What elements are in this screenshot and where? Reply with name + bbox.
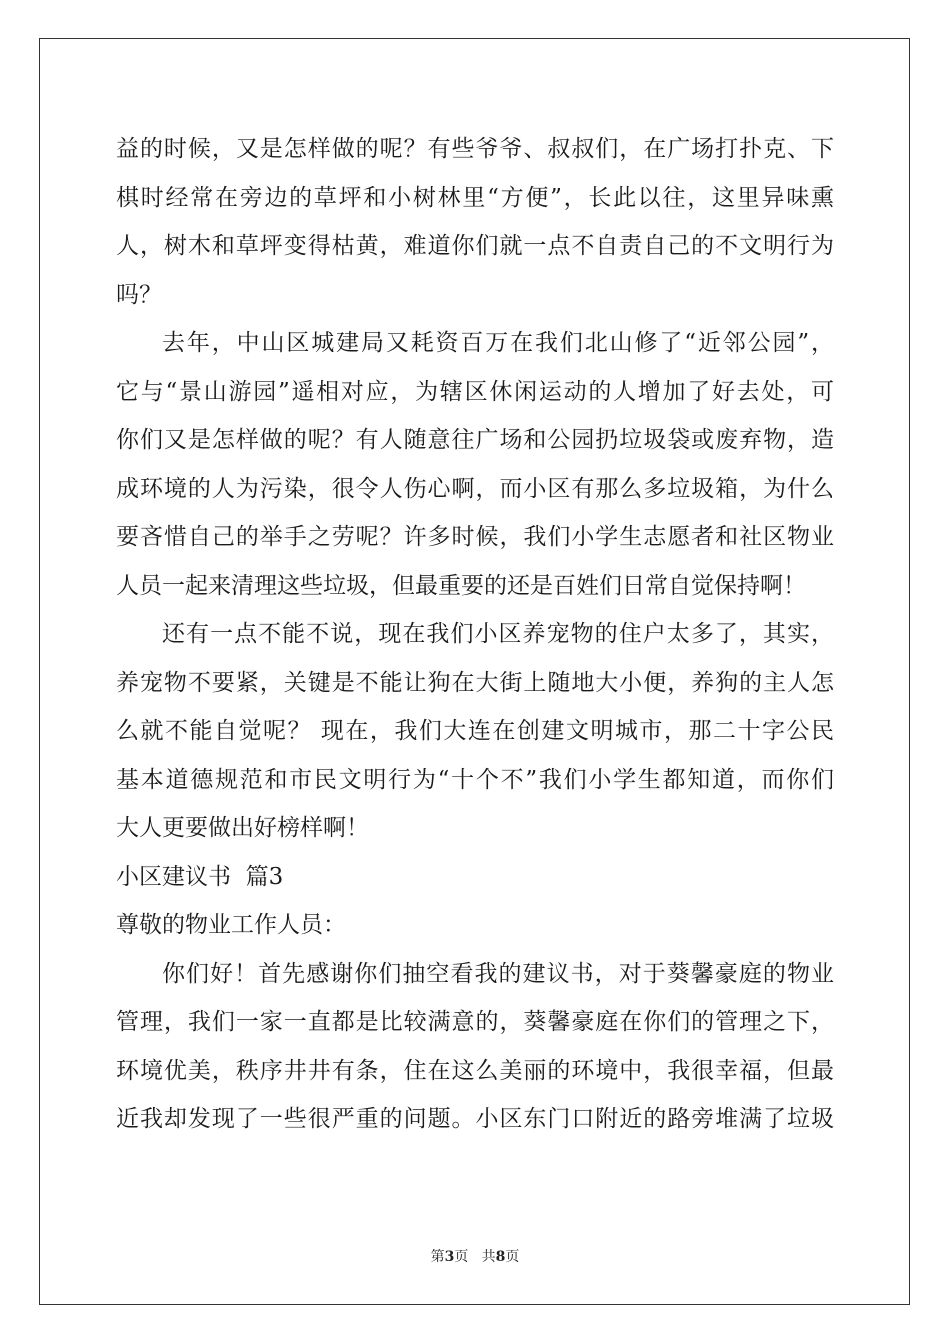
text-line: 人员一起来清理这些垃圾，但最重要的还是百姓们日常自觉保持啊！ (116, 572, 806, 599)
text-line: 近我却发现了一些很严重的问题。小区东门口附近的路旁堆满了垃圾 (116, 1106, 834, 1132)
document-body (116, 125, 834, 1144)
text-line: 棋时经常在旁边的草坪和小树林里“方便”，长此以往，这里异味熏 (116, 184, 834, 211)
text-line: 你们好！首先感谢你们抽空看我的建议书，对于葵馨豪庭的物业 (162, 960, 834, 987)
page-footer (0, 1246, 950, 1266)
text-line: 大人更要做出好榜样啊！ (116, 815, 369, 841)
text-line: 益的时候，又是怎样做的呢？有些爷爷、叔叔们，在广场打扑克、下 (116, 136, 834, 162)
text-line: 人，树木和草坪变得枯黄，难道你们就一点不自责自己的不文明行为 (116, 233, 834, 259)
salutation: 尊敬的物业工作人员： (116, 912, 346, 938)
text-line: 基本道德规范和市民文明行为“十个不”我们小学生都知道，而你们 (116, 766, 834, 793)
text-line: 养宠物不要紧，关键是不能让狗在大街上随地大小便，养狗的主人怎 (116, 669, 834, 696)
total-suffix: 页 (505, 1249, 520, 1265)
text-line: 它与“景山游园”遥相对应，为辖区休闲运动的人增加了好去处，可 (116, 378, 834, 405)
text-line: 去年，中山区城建局又耗资百万在我们北山修了“近邻公园”， (162, 330, 834, 356)
page-suffix: 页 (454, 1249, 469, 1265)
total-pages: 8 (495, 1249, 506, 1265)
section-heading: 小区建议书 篇3 (116, 863, 284, 890)
text-line: 要吝惜自己的举手之劳呢？许多时候，我们小学生志愿者和社区物业 (116, 524, 834, 550)
text-line: 么就不能自觉呢？ 现在，我们大连在创建文明城市，那二十字公民 (116, 718, 834, 744)
text-line: 还有一点不能不说，现在我们小区养宠物的住户太多了，其实， (162, 621, 834, 647)
page-number: 3 (444, 1249, 455, 1265)
text-line: 环境优美，秩序井井有条，住在这么美丽的环境中，我很幸福，但最 (116, 1057, 834, 1084)
total-prefix: 共 (481, 1249, 496, 1265)
page-prefix: 第 (430, 1249, 445, 1265)
text-line: 吗？ (116, 281, 162, 308)
text-line: 你们又是怎样做的呢？有人随意往广场和公园扔垃圾袋或废弃物，造 (116, 427, 834, 453)
text-line: 成环境的人为污染，很令人伤心啊，而小区有那么多垃圾箱，为什么 (116, 475, 834, 502)
text-line: 管理，我们一家一直都是比较满意的，葵馨豪庭在你们的管理之下， (116, 1009, 834, 1035)
